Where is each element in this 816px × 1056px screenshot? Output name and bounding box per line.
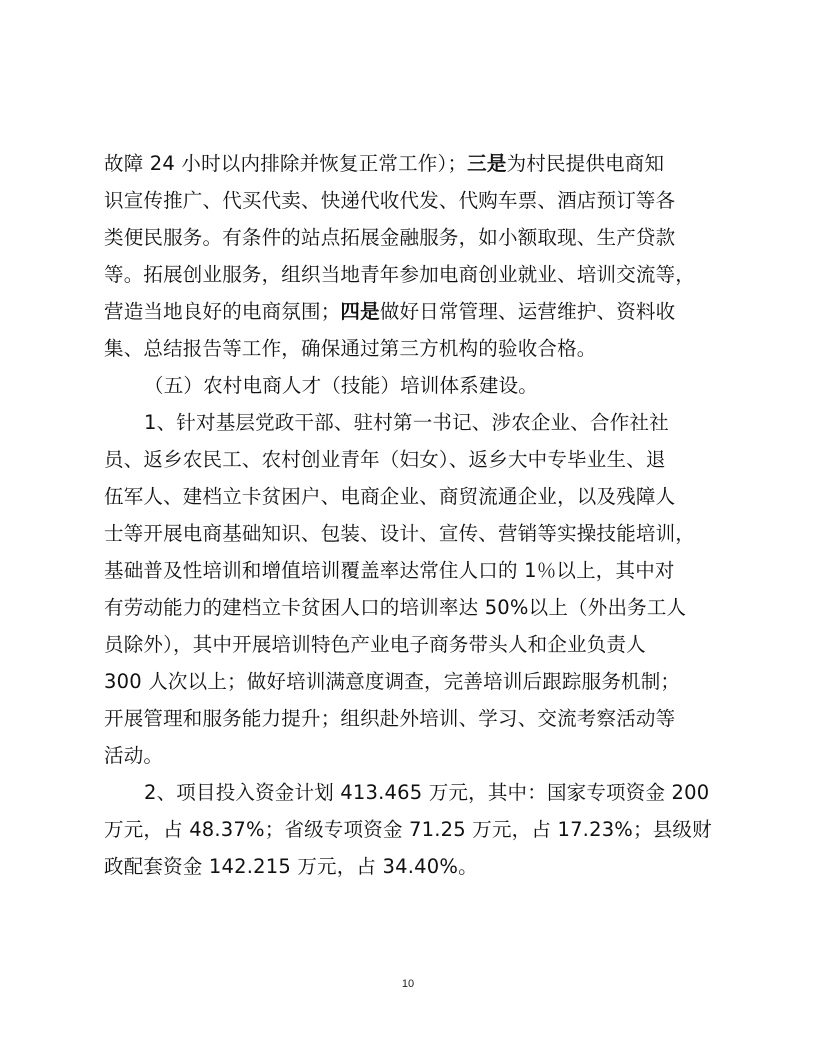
text-line: 万元，占 48.37%；省级专项资金 71.25 万元，占 17.23%；县级财 — [104, 818, 712, 841]
text-line: 有劳动能力的建档立卡贫困人口的培训率达 50%以上（外出务工人 — [104, 596, 687, 619]
text-line: 故障 24 小时以内排除并恢复正常工作）；三是为村民提供电商知 — [104, 152, 665, 175]
page-number: 10 — [401, 978, 415, 990]
text-line: 士等开展电商基础知识、包装、设计、宣传、营销等实操技能培训， — [104, 522, 696, 545]
text-line: 2、项目投入资金计划 413.465 万元，其中：国家专项资金 200 — [144, 781, 710, 804]
emphasis-label: 三是 — [467, 152, 507, 175]
text-line: 伍军人、建档立卡贫困户、电商企业、商贸流通企业，以及残障人 — [104, 485, 676, 508]
document-body — [104, 145, 716, 885]
section-heading: （五）农村电商人才（技能）培训体系建设。 — [144, 374, 539, 397]
text-line: 识宣传推广、代买代卖、快递代收代发、代购车票、酒店预订等各 — [104, 189, 676, 212]
text-line: 300 人次以上；做好培训满意度调查，完善培训后跟踪服务机制； — [104, 670, 681, 693]
text-line: 活动。 — [104, 744, 164, 767]
text-line: 1、针对基层党政干部、驻村第一书记、涉农企业、合作社社 — [144, 411, 669, 434]
text-line: 政配套资金 142.215 万元，占 34.40%。 — [104, 855, 478, 878]
text-line: 集、总结报告等工作，确保通过第三方机构的验收合格。 — [104, 337, 597, 360]
text-line: 开展管理和服务能力提升；组织赴外培训、学习、交流考察活动等 — [104, 707, 676, 730]
text-line: 员除外），其中开展培训特色产业电子商务带头人和企业负责人 — [104, 633, 646, 656]
emphasis-label: 四是 — [340, 300, 380, 323]
text-line: 类便民服务。有条件的站点拓展金融服务，如小额取现、生产贷款 — [104, 226, 676, 249]
text-line: 营造当地良好的电商氛围；四是做好日常管理、运营维护、资料收 — [104, 300, 676, 323]
text-line: 员、返乡农民工、农村创业青年（妇女）、返乡大中专毕业生、退 — [104, 448, 666, 471]
text-line: 基础普及性培训和增值培训覆盖率达常住人口的 1％以上，其中对 — [104, 559, 675, 582]
text-line: 等。拓展创业服务，组织当地青年参加电商创业就业、培训交流等， — [104, 263, 696, 286]
